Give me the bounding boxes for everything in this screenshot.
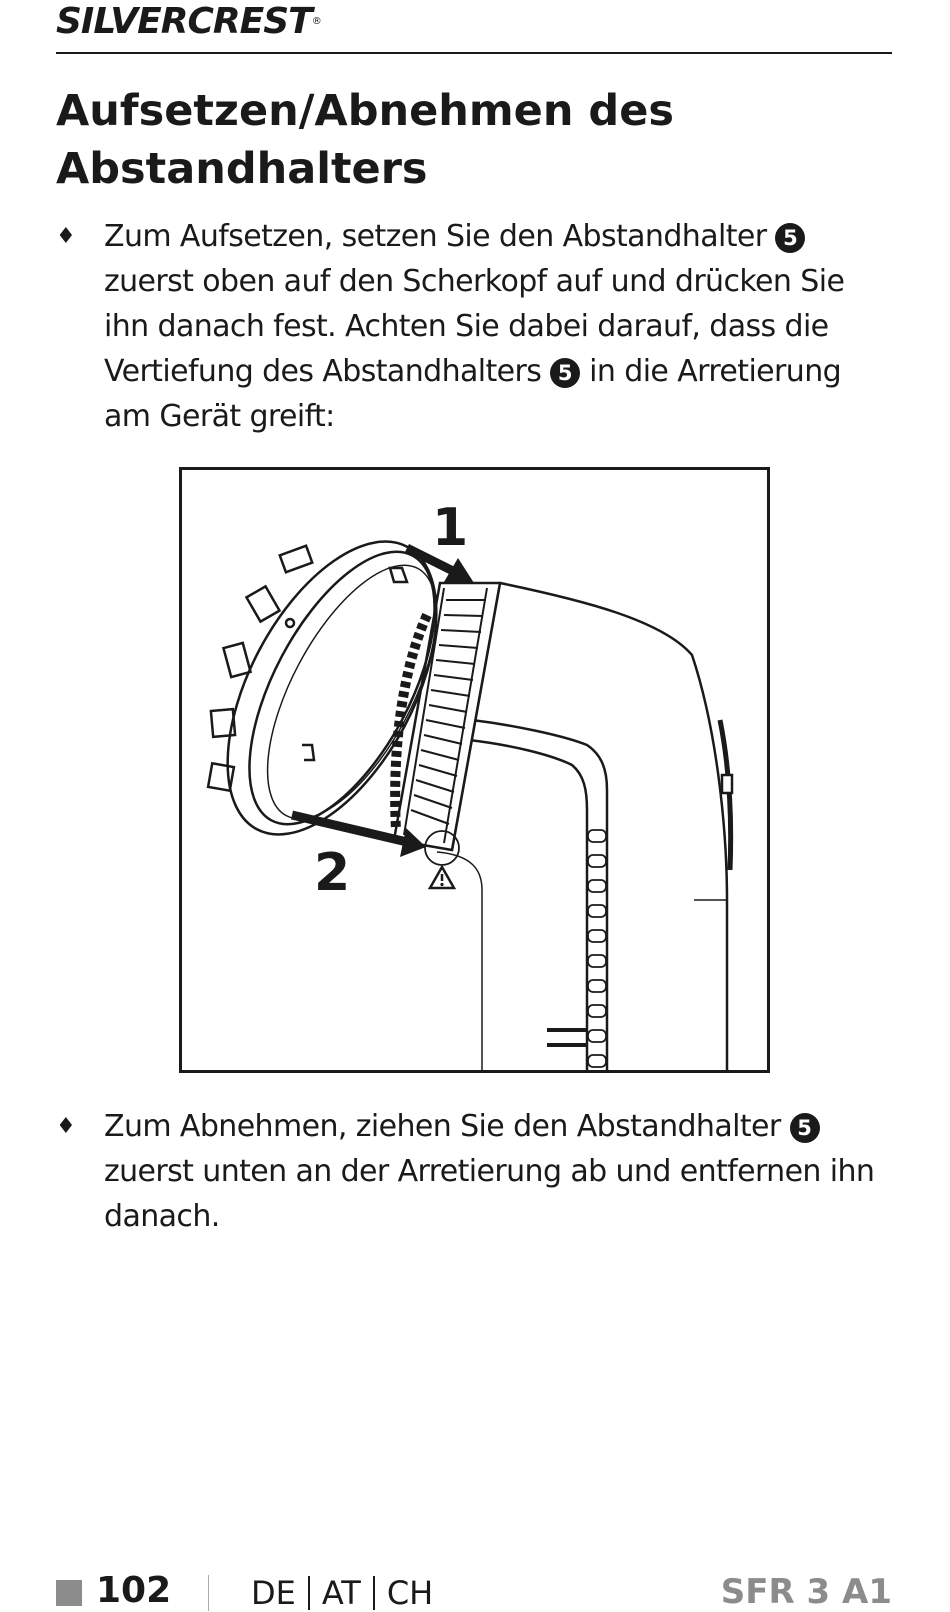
bullet-text-part: in die Arretierung am Gerät greift: — [104, 354, 842, 434]
section-title: Aufsetzen/Abnehmen des Abstandhalters — [56, 86, 674, 194]
bullet-text — [104, 214, 896, 439]
bullet-text-part: Zum Aufsetzen, setzen Sie den Abstandhalter — [104, 219, 767, 254]
bullet-text-part: Zum Abnehmen, ziehen Sie den Abstandhalter — [104, 1109, 781, 1144]
country-divider — [373, 1576, 375, 1610]
country-divider — [308, 1576, 310, 1610]
instruction-bullet-attach — [56, 214, 896, 439]
footer-divider — [208, 1575, 209, 1611]
reference-number-badge: 5 — [775, 223, 805, 253]
page-number: 102 — [96, 1570, 172, 1611]
country-codes — [251, 1574, 433, 1612]
bullet-text-part: zuerst oben auf den Scherkopf auf und drücken Sie ihn danach fest. Achten Sie dabei darauf, dass die Vertiefung des Abstandhalters — [104, 264, 845, 389]
bullet-text-part: zuerst unten an der Arretierung ab und entfernen ihn danach. — [104, 1154, 875, 1234]
vent-slots-icon — [547, 830, 606, 1067]
attach-spacer-illustration — [179, 467, 770, 1073]
model-number: SFR 3 A1 — [720, 1572, 892, 1612]
brand-logo-part1: SILVER — [56, 1, 188, 42]
bullet-diamond-icon: ♦ — [56, 224, 76, 249]
country-code: CH — [386, 1574, 434, 1612]
country-code: DE — [251, 1574, 296, 1612]
step-label-2: 2 — [314, 843, 351, 903]
reference-number-badge: 5 — [790, 1113, 820, 1143]
page-footer — [56, 1570, 892, 1612]
bullet-text — [104, 1104, 896, 1239]
brand-registered-mark: ® — [311, 16, 321, 27]
brand-logo — [56, 2, 321, 42]
step-label-1: 1 — [432, 498, 469, 558]
header-rule — [56, 52, 892, 54]
illustration-drawing — [182, 470, 767, 1070]
reference-number-badge: 5 — [550, 358, 580, 388]
page-marker-square-icon — [56, 1580, 82, 1606]
instruction-bullet-remove — [56, 1104, 896, 1239]
brand-logo-part2: CREST — [187, 1, 312, 42]
bullet-diamond-icon: ♦ — [56, 1114, 76, 1139]
country-code: AT — [321, 1574, 361, 1612]
warning-triangle-icon — [430, 867, 454, 888]
